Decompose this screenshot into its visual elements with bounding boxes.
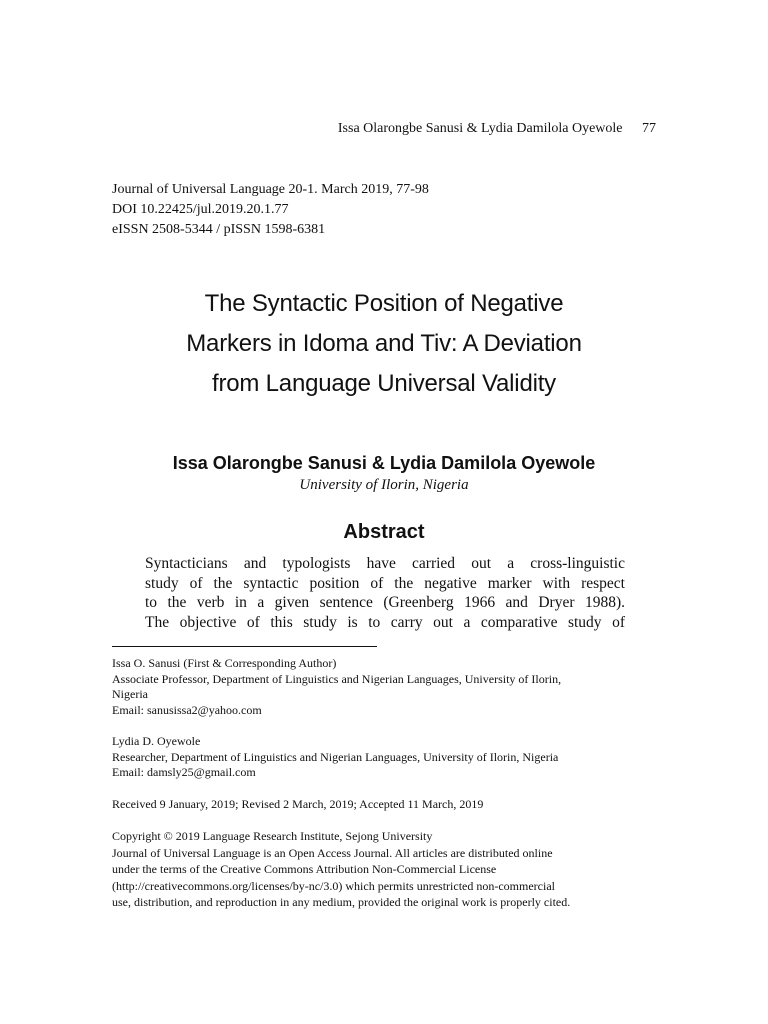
author1-footnote [112,656,658,718]
license-line: use, distribution, and reproduction in any medium, provided the original work is properly cited. [112,895,571,909]
license-line: under the terms of the Creative Commons Attribution Non-Commercial License [112,862,497,876]
author2-position: Researcher, Department of Linguistics and Nigerian Languages, University of Ilorin, Nigeria [112,749,559,764]
abstract-line: study of the syntactic position of the negative marker with respect [145,574,625,592]
journal-info [112,180,429,240]
copyright-notice [112,828,658,911]
author-affiliation: University of Ilorin, Nigeria [299,477,469,493]
author1-name: Issa O. Sanusi (First & Corresponding Author) [112,656,337,670]
author2-email: Email: damsly25@gmail.com [112,765,256,779]
abstract-line: Syntacticians and typologists have carried out a cross-linguistic [145,555,625,572]
footnote-divider [112,646,377,647]
page-number: 77 [642,121,656,136]
abstract-body [145,554,625,632]
running-header [338,121,656,137]
paper-title-line: from Language Universal Validity [211,370,556,397]
footnotes [112,656,658,927]
author-names: Issa Olarongbe Sanusi & Lydia Damilola Oyewole [172,453,596,473]
abstract-line: The objective of this study is to carry out a comparative study of [145,613,625,631]
author2-name: Lydia D. Oyewole [112,734,201,748]
paper-title-line: The Syntactic Position of Negative [204,290,564,317]
author1-position-cont: Nigeria [112,687,148,701]
abstract-heading: Abstract [343,521,425,543]
paper-title [0,284,768,404]
license-line: Journal of Universal Language is an Open Access Journal. All articles are distributed online [112,845,553,860]
journal-doi: DOI 10.22425/jul.2019.20.1.77 [112,202,289,217]
copyright-line: Copyright © 2019 Language Research Institute, Sejong University [112,829,433,843]
paper-title-line: Markers in Idoma and Tiv: A Deviation [186,330,582,357]
submission-dates: Received 9 January, 2019; Revised 2 March, 2019; Accepted 11 March, 2019 [112,796,484,811]
journal-issn: eISSN 2508-5344 / pISSN 1598-6381 [112,222,326,237]
author2-footnote [112,734,658,781]
license-line: (http://creativecommons.org/licenses/by-nc/3.0) which permits unrestricted non-commercial [112,878,555,893]
running-header-authors: Issa Olarongbe Sanusi & Lydia Damilola Oyewole [337,121,623,136]
abstract-line: to the verb in a given sentence (Greenberg 1966 and Dryer 1988). [145,594,625,611]
journal-citation: Journal of Universal Language 20-1. March 2019, 77-98 [112,182,429,197]
author1-email: Email: sanusissa2@yahoo.com [112,702,262,717]
author1-position: Associate Professor, Department of Linguistics and Nigerian Languages, University of Ilorin, [112,671,562,686]
